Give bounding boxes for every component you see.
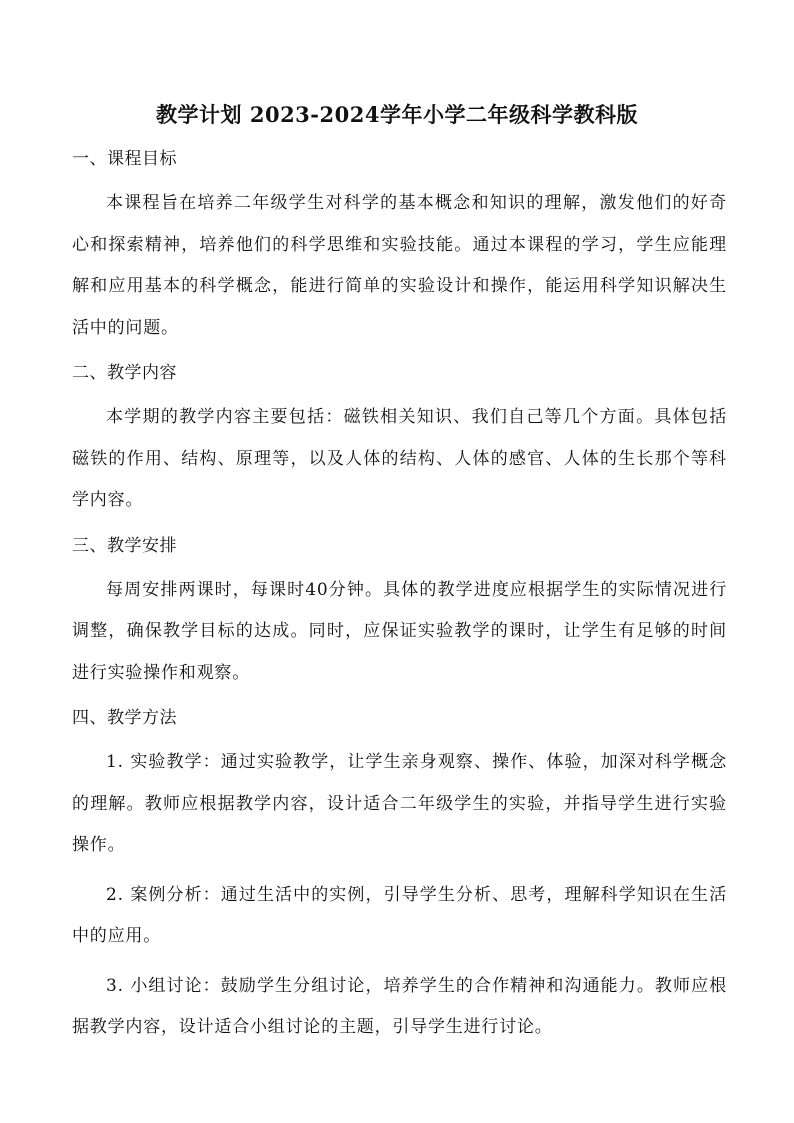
section-heading: 三、教学安排 bbox=[72, 535, 177, 556]
section-heading: 四、教学方法 bbox=[72, 708, 177, 728]
section-heading: 二、教学内容 bbox=[72, 363, 177, 383]
paragraph: 每周安排两课时，每课时40分钟。具体的教学进度应根据学生的实际情况进行调整，确保教学目标的达成。同时，应保证实验教学的课时，让学生有足够的时间进行实验操作和观察。 bbox=[72, 579, 727, 683]
paragraph: 1. 实验教学：通过实验教学，让学生亲身观察、操作、体验，加深对科学概念的理解。教师应根据教学内容，设计适合二年级学生的实验，并指导学生进行实验操作。 bbox=[72, 752, 727, 855]
paragraph: 2. 案例分析：通过生活中的实例，引导学生分析、思考，理解科学知识在生活中的应用。 bbox=[72, 884, 727, 946]
paragraph: 3. 小组讨论：鼓励学生分组讨论，培养学生的合作精神和沟通能力。教师应根据教学内容，设计适合小组讨论的主题，引导学生进行讨论。 bbox=[72, 975, 727, 1037]
paragraph: 本学期的教学内容主要包括：磁铁相关知识、我们自己等几个方面。具体包括磁铁的作用、结构、原理等，以及人体的结构、人体的感官、人体的生长那个等科学内容。 bbox=[72, 407, 727, 510]
section-teaching-methods bbox=[72, 702, 727, 1049]
section-teaching-content bbox=[72, 357, 727, 522]
document-body bbox=[72, 143, 727, 1057]
section-teaching-schedule bbox=[72, 530, 727, 695]
section-course-goals bbox=[72, 143, 727, 349]
document-title: 教学计划 2023-2024学年小学二年级科学教科版 bbox=[156, 102, 638, 127]
section-heading: 一、课程目标 bbox=[72, 149, 177, 169]
paragraph: 本课程旨在培养二年级学生对科学的基本概念和知识的理解，激发他们的好奇心和探索精神，培养他们的科学思维和实验技能。通过本课程的学习，学生应能理解和应用基本的科学概念，能进行简单的实验设计和操作，能运用科学知识解决生活中的问题。 bbox=[72, 193, 727, 338]
